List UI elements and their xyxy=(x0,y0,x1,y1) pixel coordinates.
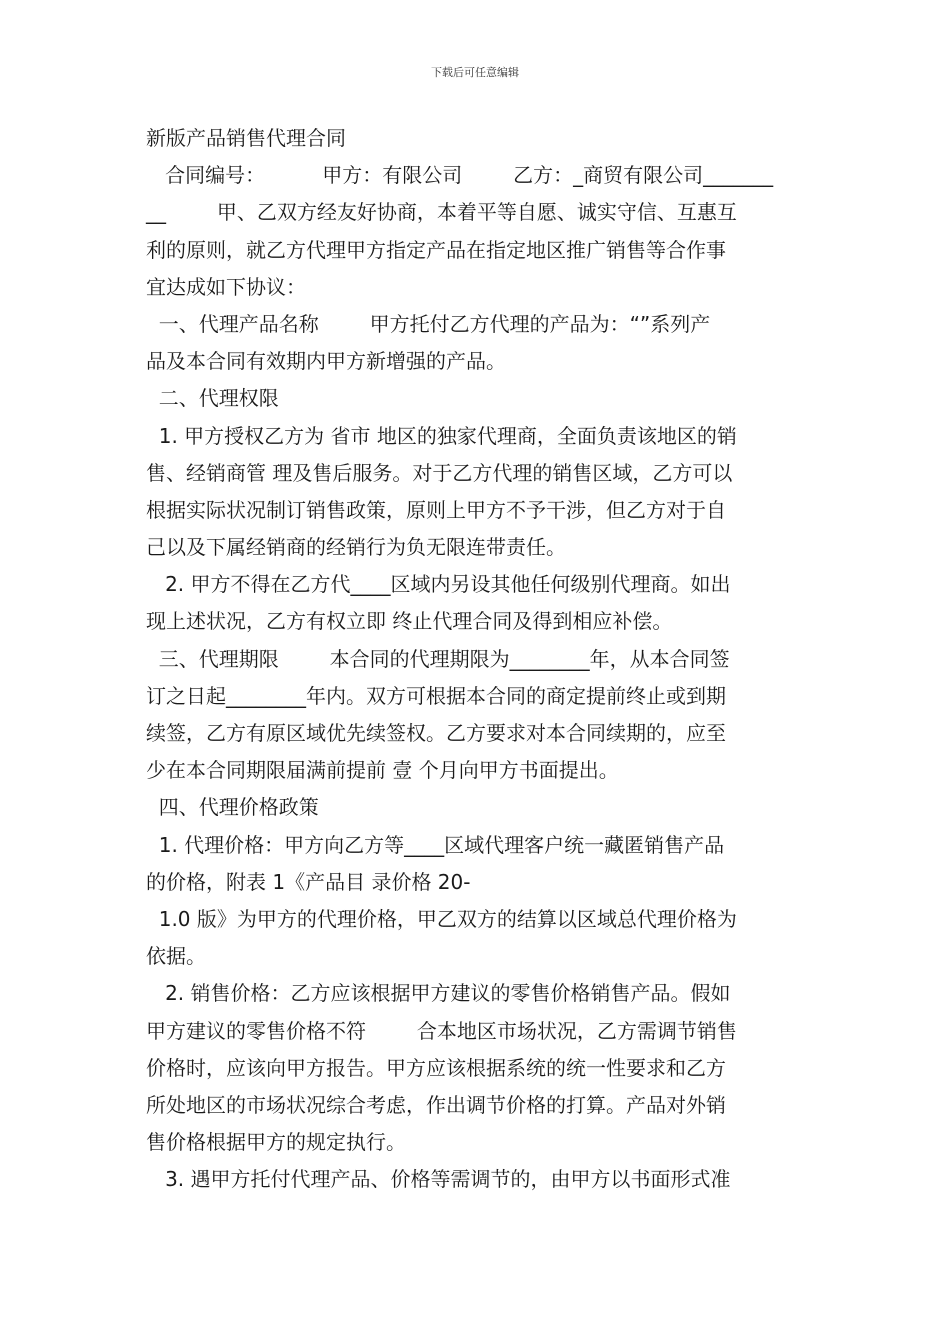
text-line: 少在本合同期限届满前提前 壹 个月向甲方书面提出。 xyxy=(146,758,619,783)
text-line: 甲方建议的零售价格不符 合本地区市场状况，乙方需调节销售 xyxy=(146,1018,737,1043)
text-line: 2. 销售价格：乙方应该根据甲方建议的零售价格销售产品。假如 xyxy=(146,981,731,1006)
section-heading: 一、代理产品名称 甲方托付乙方代理的产品为：“”系列产 xyxy=(146,311,711,336)
document-body xyxy=(146,120,808,1198)
text-line: 续签，乙方有原区域优先续签权。乙方要求对本合同续期的，应至 xyxy=(146,721,726,745)
text-line: 现上述状况，乙方有权立即 终止代理合同及得到相应补偿。 xyxy=(146,609,673,634)
text-line: 依据。 xyxy=(146,944,206,969)
text-line: 订之日起________年内。双方可根据本合同的商定提前终止或到期 xyxy=(146,683,726,708)
text-line: 价格时，应该向甲方报告。甲方应该根据系统的统一性要求和乙方 xyxy=(146,1055,726,1080)
text-line: 品及本合同有效期内甲方新增强的产品。 xyxy=(146,349,506,374)
document-title: 新版产品销售代理合同 xyxy=(146,126,346,150)
text-line: 所处地区的市场状况综合考虑，作出调节价格的打算。产品对外销 xyxy=(146,1092,726,1117)
text-line: 己以及下属经销商的经销行为负无限连带责任。 xyxy=(146,535,566,560)
text-line: 1. 甲方授权乙方为 省市 地区的独家代理商，全面负责该地区的销 xyxy=(146,423,737,448)
section-heading: 三、代理期限 本合同的代理期限为________年，从本合同签 xyxy=(146,646,730,671)
text-line: 合同编号： 甲方：有限公司 乙方：_商贸有限公司_______ xyxy=(146,163,774,188)
text-line: 1. 代理价格：甲方向乙方等____区域代理客户统一藏匿销售产品 xyxy=(146,832,725,857)
text-line: 根据实际状况制订销售政策，原则上甲方不予干涉，但乙方对于自 xyxy=(146,497,726,522)
text-line: 利的原则，就乙方代理甲方指定产品在指定地区推广销售等合作事 xyxy=(146,237,726,262)
text-line: 售价格根据甲方的规定执行。 xyxy=(146,1130,406,1155)
text-line: 宜达成如下协议： xyxy=(146,274,306,299)
section-heading: 二、代理权限 xyxy=(146,386,279,411)
page-header-note: 下载后可任意编辑 xyxy=(431,66,519,79)
text-line: __ 甲、乙双方经友好协商，本着平等自愿、诚实守信、互惠互 xyxy=(146,200,737,225)
text-line: 2. 甲方不得在乙方代____区域内另设其他任何级别代理商。如出 xyxy=(146,572,731,597)
text-line: 1.0 版》为甲方的代理价格，甲乙双方的结算以区域总代理价格为 xyxy=(146,906,737,931)
text-line: 的价格，附表 1《产品目 录价格 20- xyxy=(146,869,471,894)
section-heading: 四、代理价格政策 xyxy=(146,795,319,820)
text-line: 3. 遇甲方托付代理产品、价格等需调节的，由甲方以书面形式准 xyxy=(146,1167,731,1192)
text-line: 售、经销商管 理及售后服务。对于乙方代理的销售区域，乙方可以 xyxy=(146,460,733,485)
